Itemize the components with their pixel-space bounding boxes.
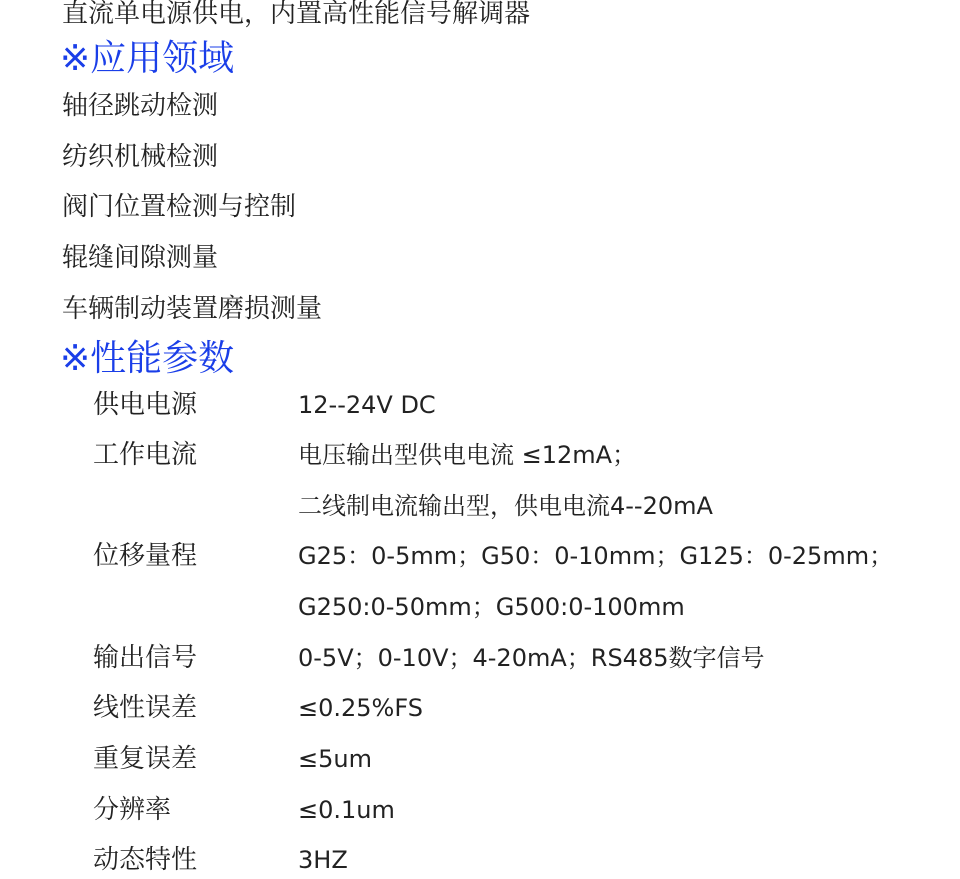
param-value-dynamic: 3HZ — [298, 846, 348, 874]
param-label-power: 供电电源 — [93, 390, 198, 420]
param-label-output: 输出信号 — [93, 643, 198, 673]
param-value-current: 电压输出型供电电流 ≤12mA； — [298, 441, 637, 469]
param-value-range: G25：0-5mm；G50：0-10mm；G125：0-25mm； — [298, 542, 894, 570]
param-label-resolution: 分辨率 — [93, 795, 172, 825]
param-label-range: 位移量程 — [93, 541, 198, 571]
param-value-output: 0-5V；0-10V；4-20mA；RS485数字信号 — [298, 644, 765, 672]
application-item: 轴径跳动检测 — [62, 91, 219, 121]
param-label-current: 工作电流 — [93, 440, 198, 470]
param-value-resolution: ≤0.1um — [298, 796, 395, 824]
application-item: 纺织机械检测 — [62, 142, 219, 172]
applications-heading: ※应用领域 — [60, 38, 235, 79]
param-label-repeatability: 重复误差 — [93, 744, 198, 774]
param-value-current: 二线制电流输出型，供电电流4--20mA — [298, 492, 713, 520]
performance-heading: ※性能参数 — [60, 338, 235, 379]
param-value-power: 12--24V DC — [298, 391, 436, 419]
application-item: 车辆制动装置磨损测量 — [62, 294, 323, 324]
application-item: 阀门位置检测与控制 — [62, 192, 297, 222]
param-label-dynamic: 动态特性 — [93, 845, 198, 875]
param-value-repeatability: ≤5um — [298, 745, 372, 773]
param-label-linearity: 线性误差 — [93, 693, 198, 723]
application-item: 辊缝间隙测量 — [62, 243, 219, 273]
param-value-linearity: ≤0.25%FS — [298, 694, 423, 722]
param-value-range: G250:0-50mm；G500:0-100mm — [298, 593, 685, 621]
intro-line: 直流单电源供电，内置高性能信号解调器 — [62, 0, 531, 29]
